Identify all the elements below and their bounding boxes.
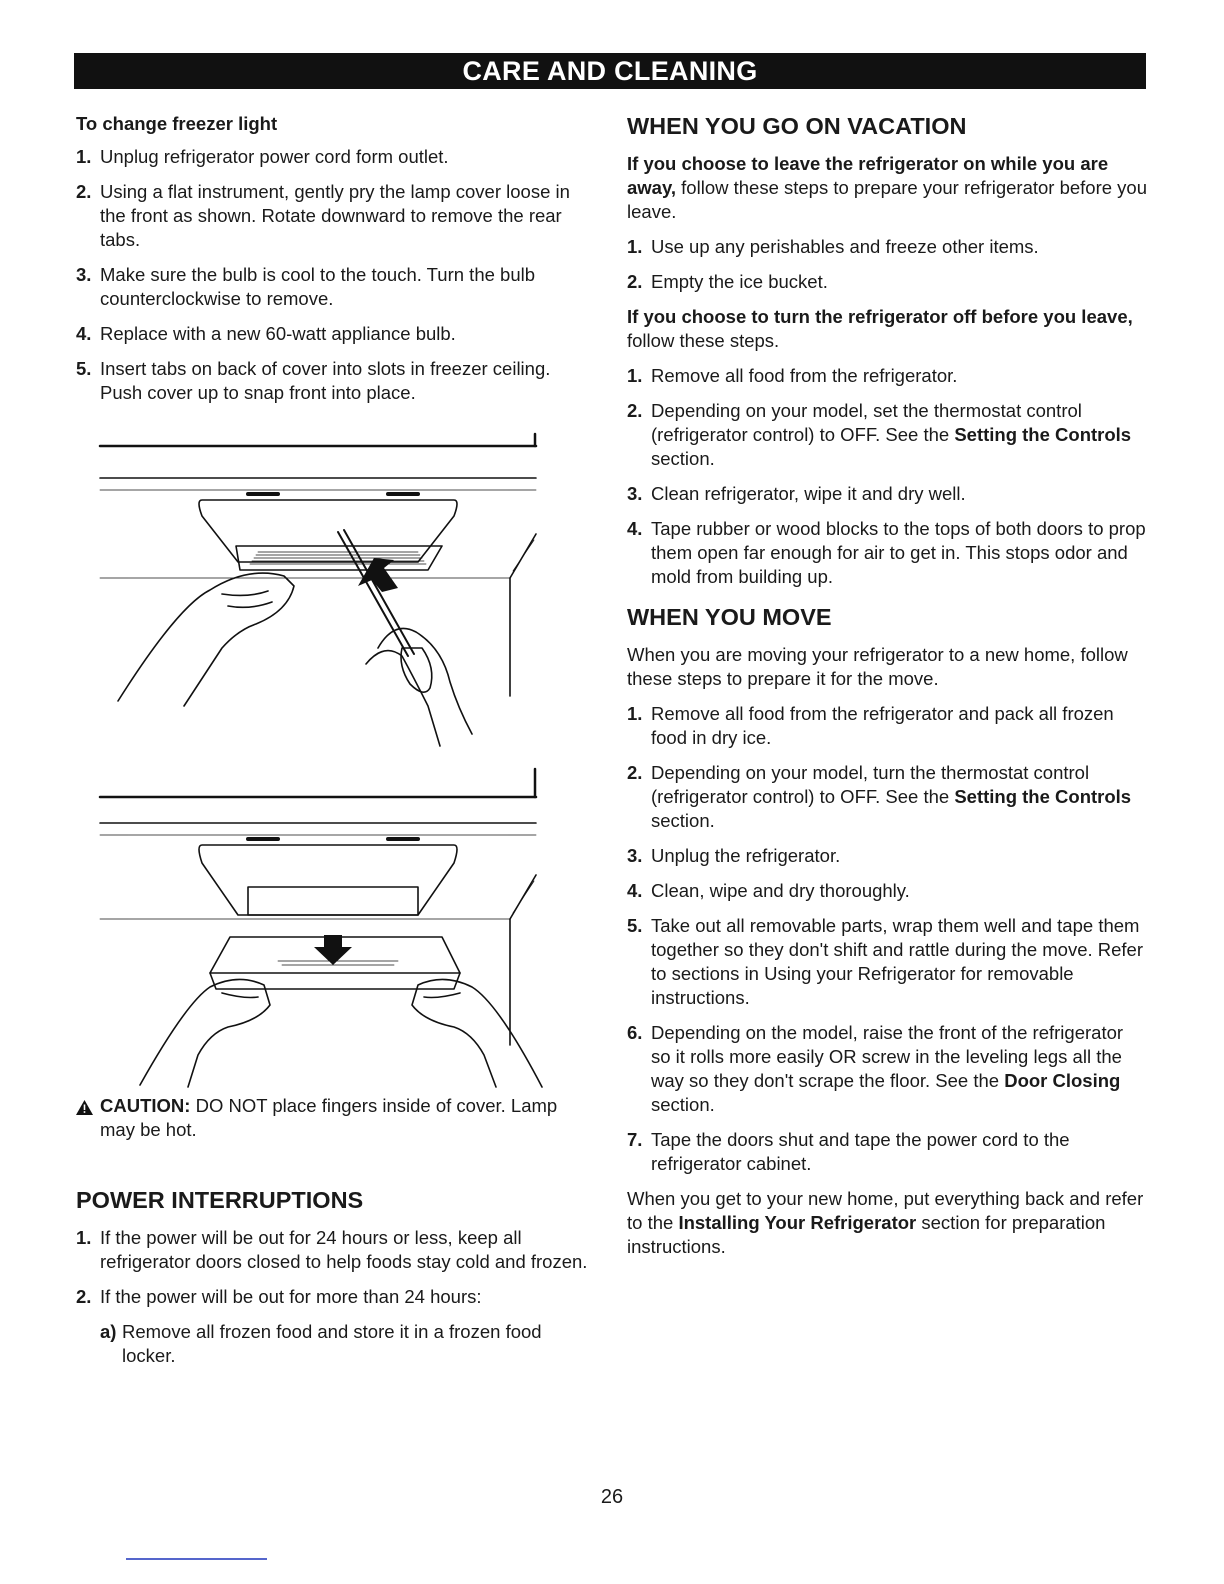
list-item: 2. Empty the ice bucket. [627, 271, 828, 292]
list-item: 4. Replace with a new 60-watt appliance bulb. [76, 323, 456, 344]
power-interruptions-heading: POWER INTERRUPTIONS [76, 1187, 364, 1213]
list-item: 4. Tape rubber or wood blocks to the tops of both doors to prop them open far enough for air to get in. This stops odor and mold from building up. [627, 518, 1146, 587]
illustration-remove-cover [98, 765, 548, 1090]
list-item: 1. Remove all food from the refrigerator. [627, 365, 958, 386]
list-item: 6. Depending on the model, raise the front of the refrigerator so it rolls more easily OR screw in the leveling legs all the way so they don't scrape the floor. See the Door Closing section. [627, 1022, 1124, 1115]
list-item: 3. Make sure the bulb is cool to the touch. Turn the bulb counterclockwise to remove. [76, 264, 536, 309]
section-banner: CARE AND CLEANING [74, 53, 1146, 89]
list-item: 7. Tape the doors shut and tape the power cord to the refrigerator cabinet. [627, 1129, 1070, 1174]
list-item: 1. Unplug refrigerator power cord form outlet. [76, 146, 449, 167]
vacation-intro-on: If you choose to leave the refrigerator on while you are away, follow these steps to prepare your refrigerator before you leave. [627, 153, 1148, 222]
caution-text: CAUTION: DO NOT place fingers inside of cover. Lamp may be hot. [100, 1095, 558, 1140]
freezer-light-heading: To change freezer light [76, 113, 278, 134]
left-column [76, 112, 596, 1379]
move-intro: When you are moving your refrigerator to a new home, follow these steps to prepare it for the move. [627, 644, 1128, 689]
list-item: 5. Insert tabs on back of cover into slots in freezer ceiling. Push cover up to snap front into place. [76, 358, 551, 403]
list-subitem: a) Remove all frozen food and store it in a frozen food locker. [100, 1321, 542, 1366]
list-item: 2. Depending on your model, turn the thermostat control (refrigerator control) to OFF. See the Setting the Controls section. [627, 762, 1132, 831]
vacation-heading: WHEN YOU GO ON VACATION [627, 113, 967, 139]
list-item: 3. Unplug the refrigerator. [627, 845, 841, 866]
list-item: 2. Using a flat instrument, gently pry the lamp cover loose in the front as shown. Rotate downward to remove the rear tabs. [76, 181, 570, 250]
list-item: 2. Depending on your model, set the thermostat control (refrigerator control) to OFF. See the Setting the Controls section. [627, 400, 1132, 469]
page-number: 26 [600, 1486, 624, 1508]
list-item: 3. Clean refrigerator, wipe it and dry well. [627, 483, 966, 504]
list-item: 4. Clean, wipe and dry thoroughly. [627, 880, 910, 901]
list-item: 1. Use up any perishables and freeze other items. [627, 236, 1039, 257]
vacation-intro-off: If you choose to turn the refrigerator off before you leave, follow these steps. [627, 306, 1133, 351]
warning-triangle-icon [76, 1094, 100, 1142]
caution-note [76, 1094, 596, 1142]
list-item: 2. If the power will be out for more than 24 hours: [76, 1286, 482, 1307]
move-outro: When you get to your new home, put everything back and refer to the Installing Your Refrigerator section for preparation instructions. [627, 1188, 1144, 1257]
list-item: 1. Remove all food from the refrigerator and pack all frozen food in dry ice. [627, 703, 1114, 748]
right-column [627, 112, 1147, 1270]
footer-rule [126, 1558, 267, 1560]
move-heading: WHEN YOU MOVE [627, 604, 832, 630]
illustration-pry-cover [98, 416, 548, 761]
list-item: 1. If the power will be out for 24 hours or less, keep all refrigerator doors closed to help foods stay cold and frozen. [76, 1227, 588, 1272]
list-item: 5. Take out all removable parts, wrap them well and tape them together so they don't shift and rattle during the move. Refer to sections in Using your Refrigerator for removable instructions. [627, 915, 1144, 1008]
